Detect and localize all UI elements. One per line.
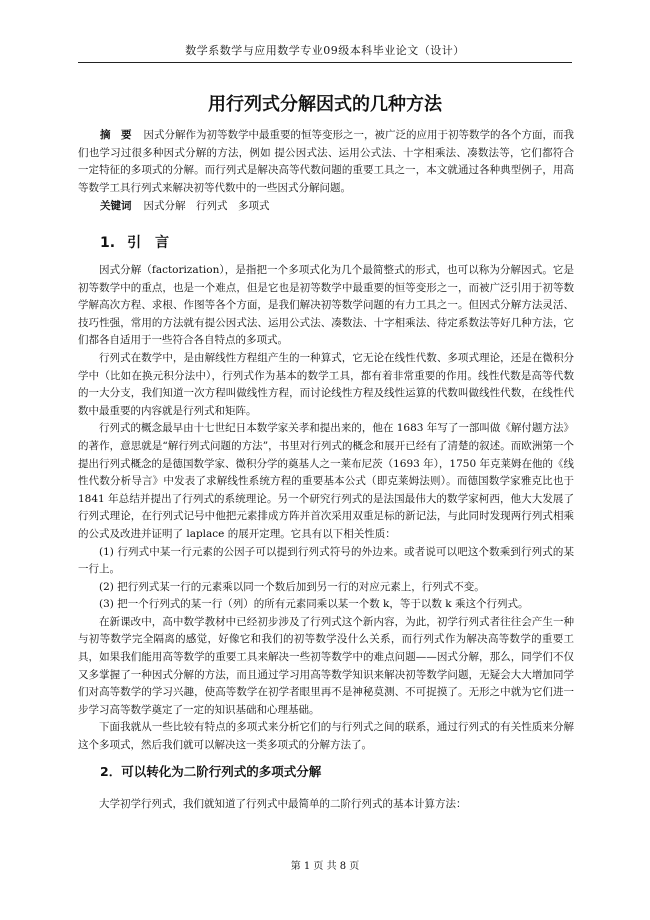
keywords-label: 关键词	[100, 200, 132, 212]
paragraph: 行列式在数学中，是由解线性方程组产生的一种算式，它无论在线性代数、多项式理论，还是在微积分学中（比如在换元积分法中），行列式作为基本的数学工具，都有着非常重要的作用。线性代数是高等代数的一大分支，我们知道一次方程叫做线性方程，而讨论线性方程及线性运算的代数叫做线性代数，在线性代数中最重要的内容就是行列式和矩阵。	[78, 351, 574, 417]
keywords	[100, 198, 270, 213]
paragraph: 行列式的概念最早由十七世纪日本数学家关孝和提出来的，他在 1683 年写了一部叫做《解付题方法》的著作，意思就是“解行列式问题的方法”，书里对行列式的概念和展开已经有了清楚的叙述。而欧洲第一个提出行列式概念的是德国数学家、微积分学的奠基人之一莱布尼茨（1693 年），1750 年克莱姆在他的《线性代数分析导言》中发表了求解线性系统方程的重要基本公式（即克莱姆法则）。而德国数学家雅克比也于 1841 年总结并提出了行列式的系统理论。另一个研究行列式的是法国最伟大的数学家柯西，他大大发展了行列式理论，在行列式记号中他把元素排成方阵并首次采用双重足标的新记法，与此同时发现两行列式相乘的公式及改进并证明了 laplace 的展开定理。它具有以下相关性质：	[78, 422, 574, 540]
section-heading-introduction	[100, 232, 169, 252]
property-item: (2) 把行列式某一行的元素乘以同一个数后加到另一行的对应元素上，行列式不变。	[99, 580, 485, 593]
section-title: 引 言	[127, 235, 170, 251]
paragraph: 下面我就从一些比较有特点的多项式来分析它们的与行列式之间的联系，通过行列式的有关性质来分解这个多项式，然后我们就可以解决这一类多项式的分解方法了。	[78, 721, 574, 752]
section-number: 1.	[100, 235, 116, 251]
paragraph: 因式分解（factorization），是指把一个多项式化为几个最简整式的形式，也可以称为分解因式。它是初等数学中的重点，也是一个难点，但是它也是初等数学中最重要的恒等变形之一，而被广泛引用于初等数学解高次方程、求根、作图等各个方面，是我们解决初等数学问题的有力工具之一。但因式分解方法灵活、技巧性强，常用的方法就有提公因式法、运用公式法、凑数法、十字相乘法、待定系数法等好几种方法，它们都各自适用于一些符合各自特点的多项式。	[78, 264, 574, 347]
abstract	[78, 127, 574, 197]
page-footer: 第 1 页 共 8 页	[290, 861, 360, 872]
body-text	[78, 262, 574, 755]
running-head: 数学系数学与应用数学专业09级本科毕业论文（设计）	[185, 44, 465, 57]
keywords-text: 因式分解 行列式 多项式	[143, 200, 270, 212]
header-rule	[78, 62, 572, 63]
paragraph: 大学初学行列式，我们就知道了行列式中最简单的二阶行列式的基本计算方法：	[99, 798, 467, 810]
abstract-label: 摘 要	[100, 129, 132, 141]
section-heading-2: 2．可以转化为二阶行列式的多项式分解	[100, 764, 322, 779]
property-item: (3) 把一个行列式的某一行（列）的所有元素同乘以某一个数 k，等于以数 k 乘这个行列式。	[99, 598, 529, 611]
abstract-text: 因式分解作为初等数学中最重要的恒等变形之一，被广泛的应用于初等数学的各个方面，而我们也学习过很多种因式分解的方法，例如 提公因式法、运用公式法、十字相乘法、凑数法等，它们都符合一定特征的多项式的分解。而行列式是解决高等代数问题的重要工具之一，本文就通过各种典型例子，用高等数学工具行列式来解决初等代数中的一些因式分解问题。	[78, 129, 574, 194]
property-item: (1) 行列式中某一行元素的公因子可以提到行列式符号的外边来。或者说可以吧这个数乘到行列式的某一行上。	[78, 545, 574, 576]
paragraph: 在新课改中，高中数学教材中已经初步涉及了行列式这个新内容，为此，初学行列式者往往会产生一种与初等数学完全隔离的感觉，好像它和我们的初等数学没什么关系，而行列式作为解决高等数学的重要工具，如果我们能用高等数学的重要工具来解决一些初等数学中的难点问题——因式分解，那么，同学们不仅又多掌握了一种因式分解的方法，而且通过学习用高等数学知识来解决初等数学问题，无疑会大大增加同学们对高等数学的学习兴趣，使高等数学在初学者眼里再不是神秘莫测、不可捉摸了。无形之中就为它们进一步学习高等数学奠定了一定的知识基础和心理基础。	[78, 615, 574, 716]
paper-title: 用行列式分解因式的几种方法	[208, 94, 442, 115]
